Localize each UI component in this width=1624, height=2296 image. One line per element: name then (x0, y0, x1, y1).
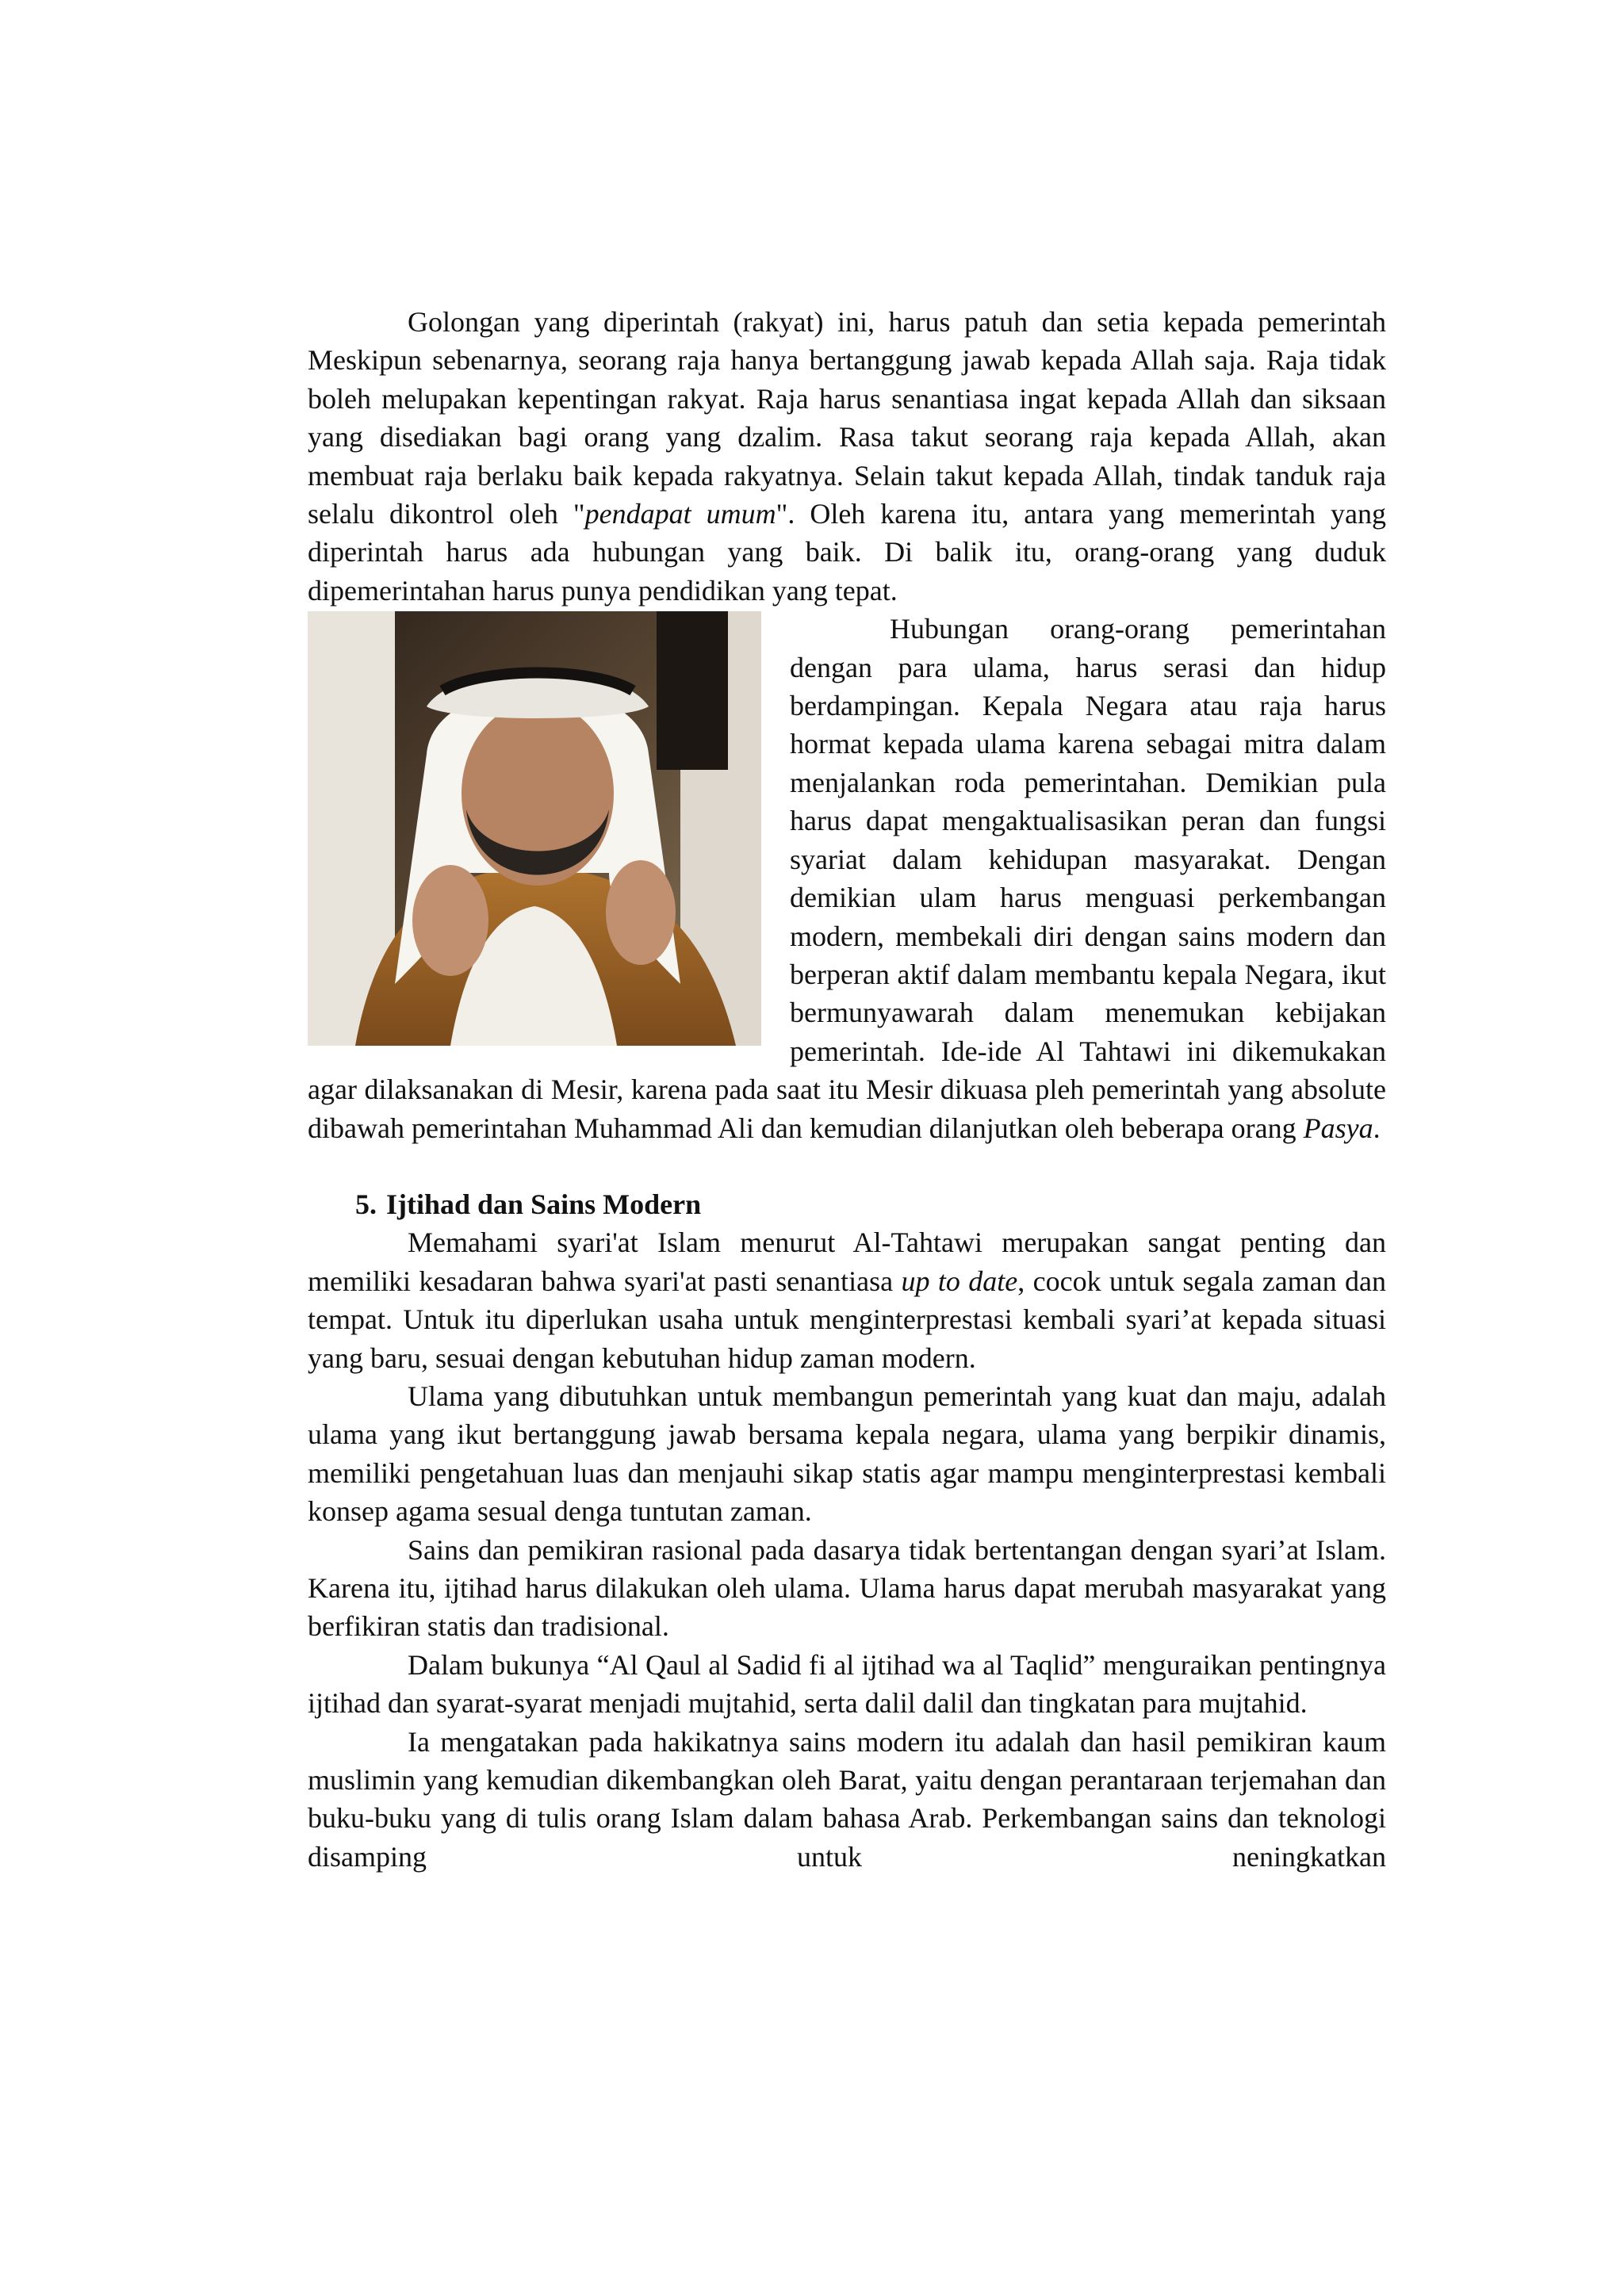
paragraph-3-text-a: Memahami syari'at Islam menurut Al-Tahtawi merupakan sangat penting dan memiliki kesadaran bahwa syari'at pasti senantiasa (308, 1226, 1386, 1297)
paragraph-2-text-b: . (1373, 1112, 1381, 1144)
section-heading (355, 1185, 1386, 1223)
paragraph-1-text-a: Golongan yang diperintah (rakyat) ini, harus patuh dan setia kepada pemerintah Meskipun sebenarnya, seorang raja hanya bertanggung jawab kepada Allah saja. Raja tidak boleh melupakan kepentingan rakyat. Raja harus senantiasa ingat kepada Allah dan siksaan yang disediakan bagi orang yang dzalim. Rasa takut seorang raja kepada Allah, akan membuat raja berlaku baik kepada rakyatnya. Selain takut kepada Allah, tindak tanduk raja selalu dikontrol oleh " (308, 306, 1386, 530)
paragraph-3-text-b: , cocok untuk segala zaman dan tempat. Untuk itu diperlukan usaha untuk menginterprestasi kembali syari’at kepada situasi yang baru, sesuai dengan kebutuhan hidup zaman modern. (308, 1265, 1387, 1374)
paragraph-3-italic: up to date (901, 1265, 1018, 1297)
paragraph-2-italic: Pasya (1303, 1112, 1373, 1144)
portrait-photo (308, 611, 761, 1046)
paragraph-2-text-a: Hubungan orang-orang pemerintahan dengan para ulama, harus serasi dan hidup berdampingan. Kepala Negara atau raja harus hormat kepada ulama karena sebagai mitra dalam menjalankan roda pemerintahan. Demikian pula harus dapat mengaktualisasikan peran dan fungsi syariat dalam kehidupan masyarakat. Dengan demikian ulam harus menguasi perkembangan modern, membekali diri dengan sains modern dan berperan aktif dalam membantu kepala Negara, ikut bermunyawarah dalam menemukan kebijakan pemerintah. Ide-ide Al Tahtawi ini dikemukakan agar dilaksanakan di Mesir, karena pada saat itu Mesir dikuasa pleh pemerintah yang absolute dibawah pemerintahan Muhammad Ali dan kemudian dilanjutkan oleh beberapa orang (308, 613, 1386, 1144)
paragraph-7: Ia mengatakan pada hakikatnya sains modern itu adalah dan hasil pemikiran kaum muslimin yang kemudian dikembangkan oleh Barat, yaitu dengan perantaraan terjemahan dan buku-buku yang di tulis orang Islam dalam bahasa Arab. Perkembangan sains dan teknologi disamping untuk neningkatkan (308, 1725, 1386, 1873)
paragraph-6: Dalam bukunya “Al Qaul al Sadid fi al ijtihad wa al Taqlid” menguraikan pentingnya ijtihad dan syarat-syarat menjadi mujtahid, serta dalil dalil dan tingkatan para mujtahid. (308, 1648, 1386, 1720)
paragraph-1-italic: pendapat umum (584, 498, 776, 530)
portrait-illustration (308, 611, 761, 1046)
paragraph-1-text-b: ". Oleh karena itu, antara yang memerintah yang diperintah harus ada hubungan yang baik. Di balik itu, orang-orang yang duduk dipemerintahan harus punya pendidikan yang tepat. (308, 498, 1387, 607)
paragraph-5: Sains dan pemikiran rasional pada dasarya tidak bertentangan dengan syari’at Islam. Karena itu, ijtihad harus dilakukan oleh ulama. Ulama harus dapat merubah masyarakat yang berfikiran statis dan tradisional. (308, 1533, 1386, 1643)
paragraph-3 (308, 1223, 1386, 1377)
section-number: 5. (355, 1188, 377, 1220)
section-title: Ijtihad dan Sains Modern (386, 1188, 702, 1220)
document-body (308, 303, 1386, 1876)
paragraph-4: Ulama yang dibutuhkan untuk membangun pemerintah yang kuat dan maju, adalah ulama yang ikut bertanggung jawab bersama kepala negara, ulama yang berpikir dinamis, memiliki pengetahuan luas dan menjauhi sikap statis agar mampu menginterprestasi kembali konsep agama sesual denga tuntutan zaman. (308, 1380, 1386, 1528)
paragraph-1 (308, 303, 1386, 610)
